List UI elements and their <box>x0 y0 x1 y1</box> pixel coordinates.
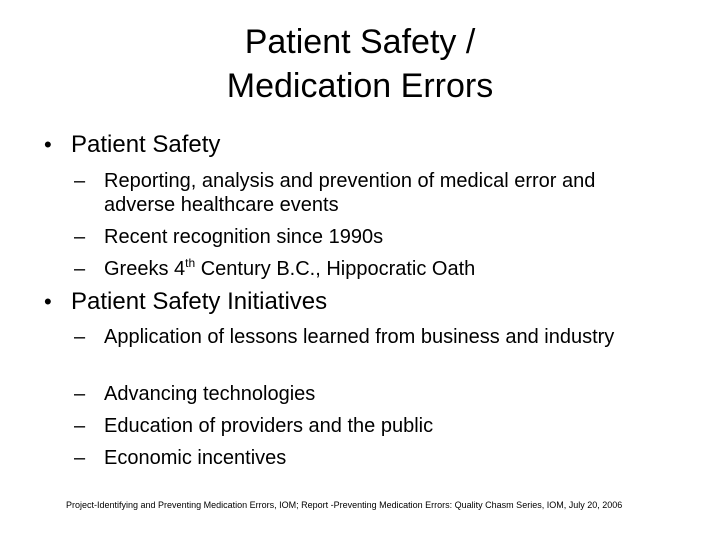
sub-item-greeks <box>74 257 664 281</box>
dash-marker: – <box>74 326 86 348</box>
dash-marker: – <box>74 383 86 405</box>
dash-marker: – <box>74 226 86 248</box>
sub-item-application <box>74 325 664 349</box>
bullet-patient-safety <box>44 130 220 160</box>
bullet-dot: • <box>44 289 52 314</box>
bullet-heading: Patient Safety <box>71 131 221 158</box>
dash-marker: – <box>74 258 86 280</box>
dash-marker: – <box>74 447 86 469</box>
sub-item-text: Education of providers and the public <box>104 415 434 437</box>
text-after-superscript: Century B.C., Hippocratic Oath <box>195 258 476 280</box>
text-before-superscript: Greeks 4 <box>104 258 186 280</box>
superscript-th: th <box>185 256 196 270</box>
dash-marker: – <box>74 170 86 192</box>
footnote-citation: Project-Identifying and Preventing Medication Errors, IOM; Report -Preventing Medication Errors: Quality Chasm Series, IOM, July 20, 2006 <box>66 500 623 510</box>
title-line-2: Medication Errors <box>226 67 494 105</box>
sub-item-incentives <box>74 446 664 470</box>
sub-item-text: Economic incentives <box>104 447 287 469</box>
sub-item-reporting <box>74 169 664 217</box>
bullet-heading: Patient Safety Initiatives <box>71 288 328 315</box>
sub-item-recognition <box>74 225 664 249</box>
sub-item-text <box>74 257 664 281</box>
dash-marker: – <box>74 415 86 437</box>
bullet-dot: • <box>44 132 52 157</box>
title-line-1: Patient Safety / <box>244 23 476 61</box>
sub-item-text: Advancing technologies <box>104 383 316 405</box>
sub-item-text: Reporting, analysis and prevention of medical error and adverse healthcare events <box>104 170 596 216</box>
sub-item-education <box>74 414 664 438</box>
sub-item-text: Application of lessons learned from business and industry <box>104 326 615 348</box>
slide-title <box>60 20 660 108</box>
bullet-patient-safety-initiatives <box>44 287 327 317</box>
sub-item-technologies <box>74 382 664 406</box>
sub-item-text: Recent recognition since 1990s <box>104 226 384 248</box>
